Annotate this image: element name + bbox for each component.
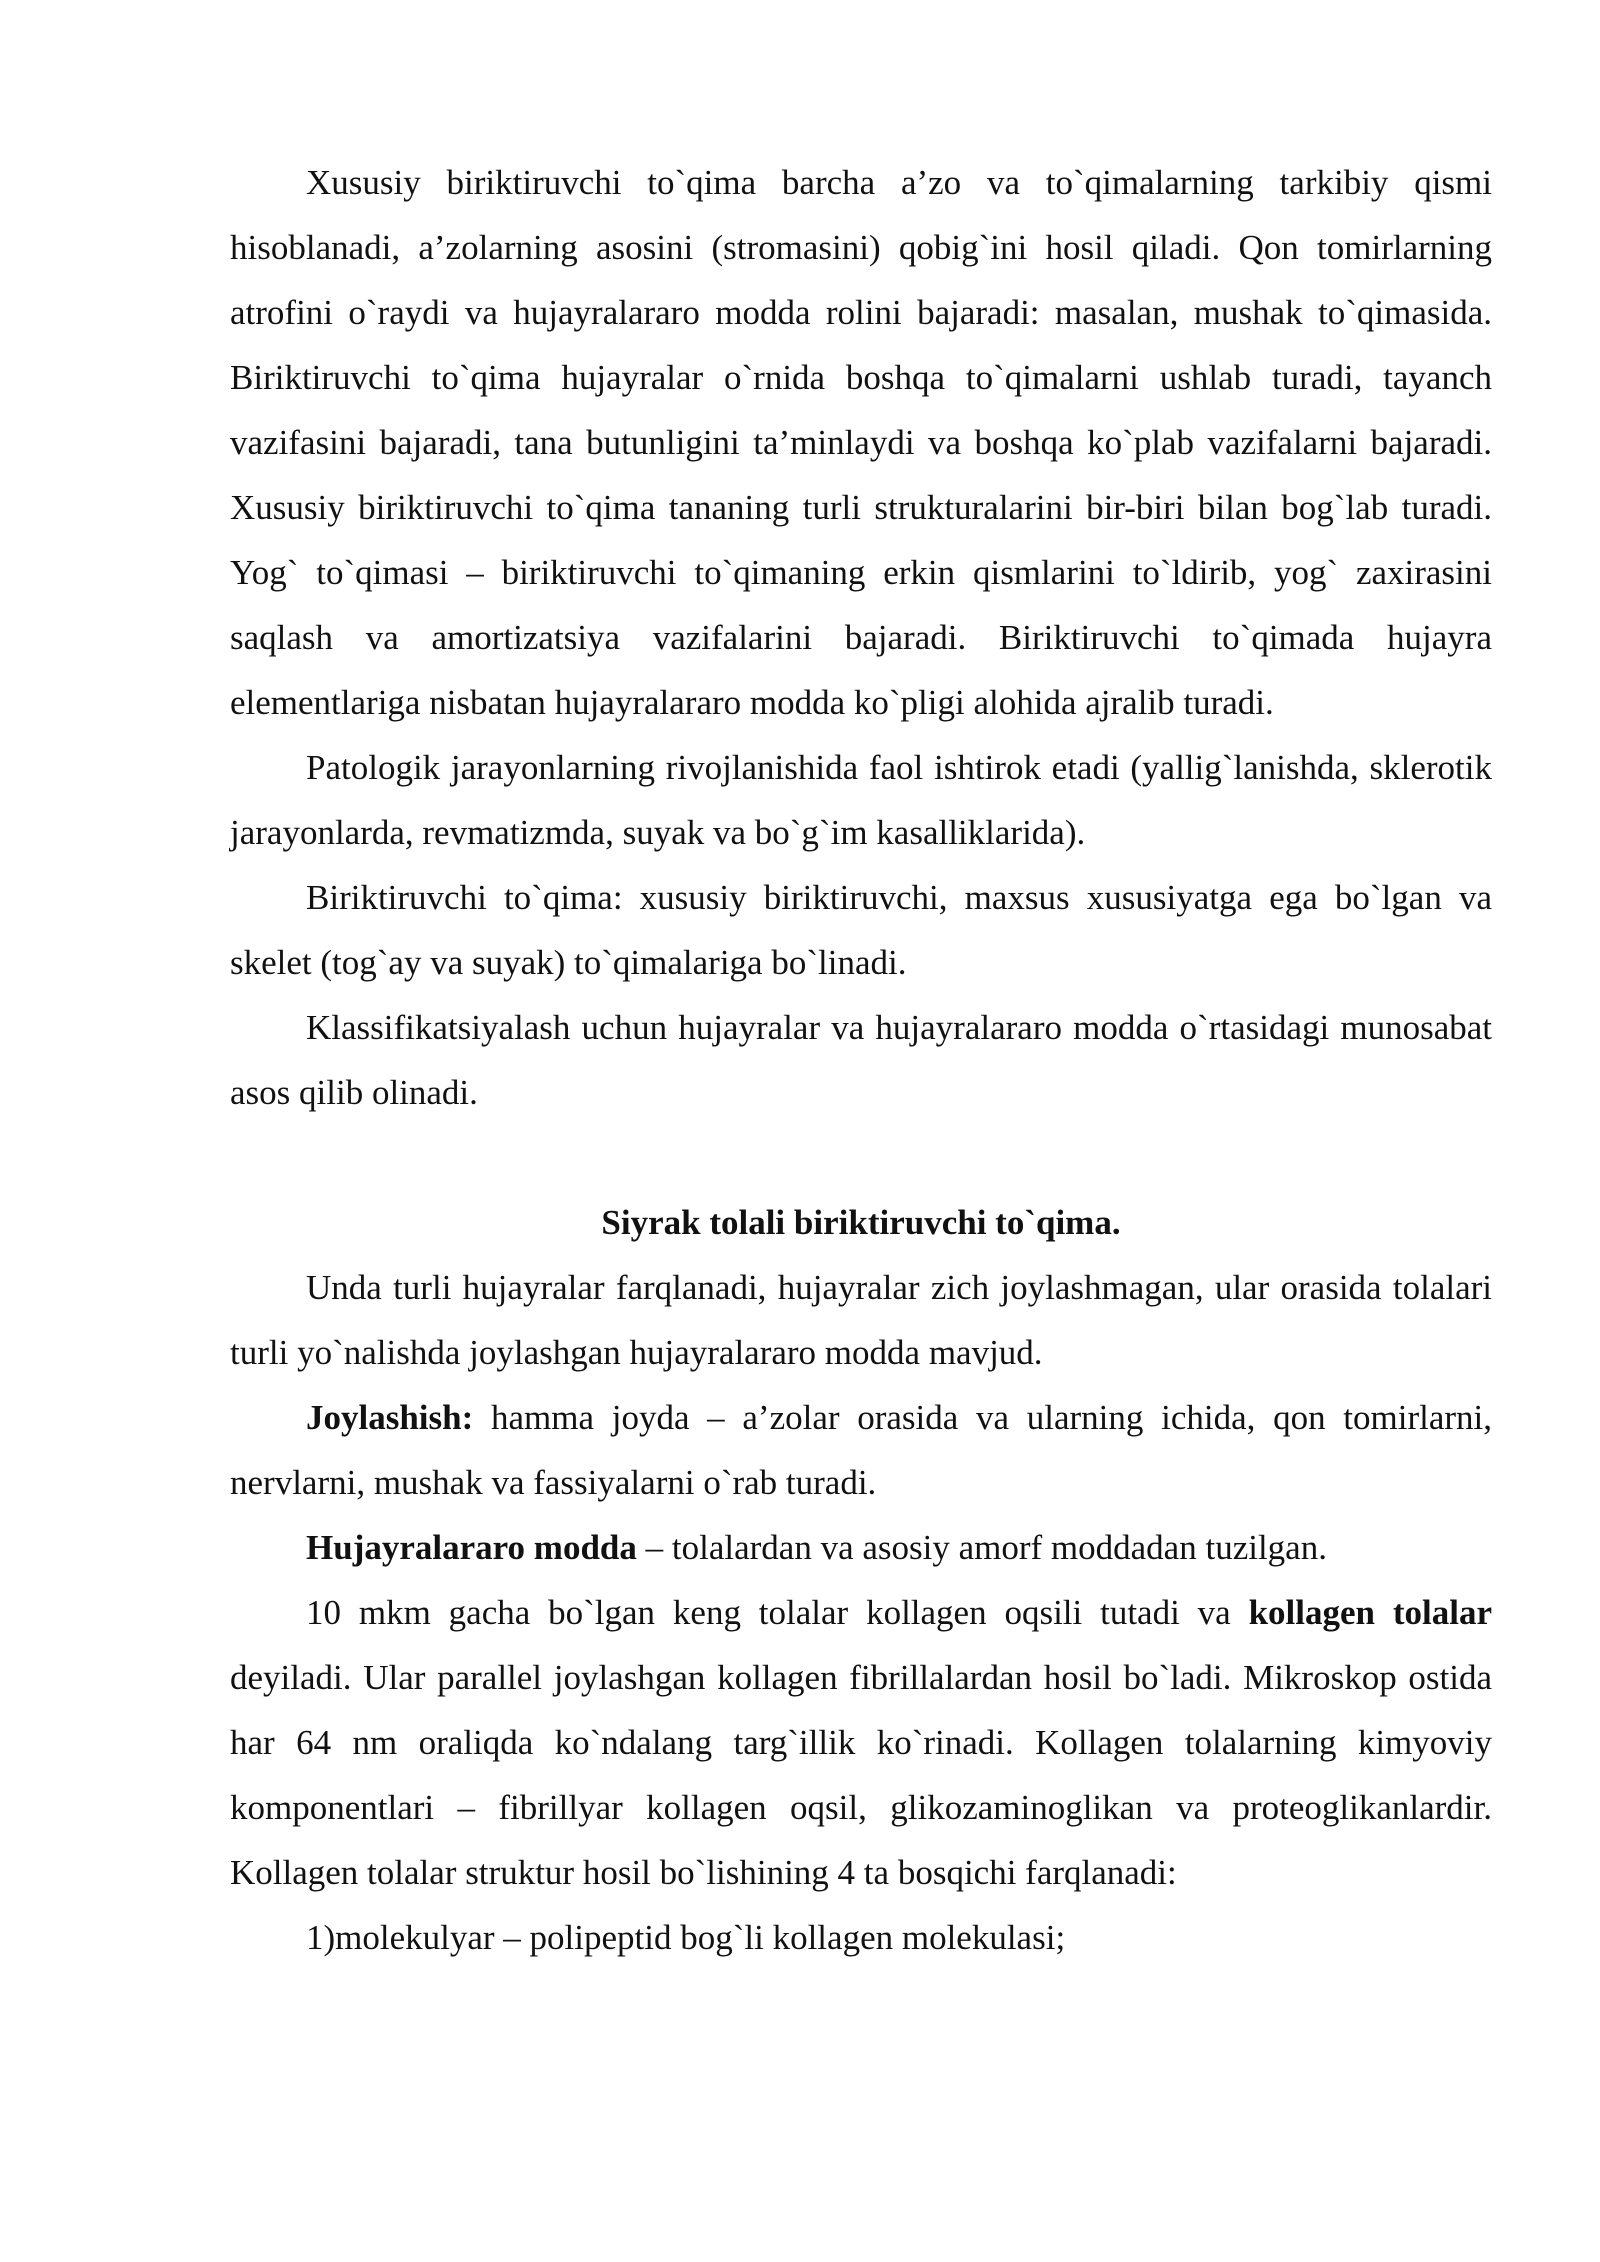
paragraph-collagen	[230, 1580, 1492, 1905]
paragraph-general: Xususiy biriktiruvchi to`qima barcha a’zo va to`qimalarning tarkibiy qismi hisoblanadi, a’zolarning asosini (stromasini) qobig`ini hosil qiladi. Qon tomirlarning atrofini o`raydi va hujayralararo modda rolini bajaradi: masalan, mushak to`qimasida. Biriktiruvchi to`qima hujayralar o`rnida boshqa to`qimalarni ushlab turadi, tayanch vazifasini bajaradi, tana butunligini ta’minlaydi va boshqa ko`plab vazifalarni bajaradi. Xususiy biriktiruvchi to`qima tananing turli strukturalarini bir-biri bilan bog`lab turadi. Yog` to`qimasi – biriktiruvchi to`qimaning erkin qismlarini to`ldirib, yog` zaxirasini saqlash va amortizatsiya vazifalarini bajaradi. Biriktiruvchi to`qimada hujayra elementlariga nisbatan hujayralararo modda ko`pligi alohida ajralib turadi.	[230, 163, 1492, 722]
paragraph-intercellular	[230, 1515, 1492, 1580]
paragraph-pathology: Patologik jarayonlarning rivojlanishida faol ishtirok etadi (yallig`lanishda, sklerotik jarayonlarda, revmatizmda, suyak va bo`g`im kasalliklarida).	[230, 748, 1492, 852]
paragraph-intro: Unda turli hujayralar farqlanadi, hujayralar zich joylashmagan, ular orasida tolalari turli yo`nalishda joylashgan hujayralararo modda mavjud.	[230, 1268, 1492, 1372]
intercellular-text: – tolalardan va asosiy amorf moddadan tuzilgan.	[636, 1528, 1327, 1567]
paragraph-classification-basis: Klassifikatsiyalash uchun hujayralar va hujayralararo modda o`rtasidagi munosabat asos qilib olinadi.	[230, 1008, 1492, 1112]
collagen-text-after: deyiladi. Ular parallel joylashgan kollagen fibrillalardan hosil bo`ladi. Mikroskop ostida har 64 nm oraliqda ko`ndalang targ`illik ko`rinadi. Kollagen tolalarning kimyoviy komponentlari – fibrillyar kollagen oqsil, glikozaminoglikan va proteoglikanlardir. Kollagen tolalar struktur hosil bo`lishining 4 ta bosqichi farqlanadi:	[230, 1658, 1492, 1892]
intercellular-label: Hujayralararo modda	[306, 1528, 637, 1567]
collagen-bold-term: kollagen tolalar	[1248, 1593, 1492, 1632]
paragraph-classification-types: Biriktiruvchi to`qima: xususiy biriktiruvchi, maxsus xususiyatga ega bo`lgan va skelet (tog`ay va suyak) to`qimalariga bo`linadi.	[230, 878, 1492, 982]
location-text: hamma joyda – a’zolar orasida va ularning ichida, qon tomirlarni, nervlarni, mushak va fassiyalarni o`rab turadi.	[230, 1398, 1492, 1502]
document-page	[230, 150, 1492, 1970]
collagen-text-before: 10 mkm gacha bo`lgan keng tolalar kollagen oqsili tutadi va	[306, 1593, 1249, 1632]
paragraph-location	[230, 1385, 1492, 1515]
location-label: Joylashish:	[306, 1398, 474, 1437]
list-item-molecular: 1)molekulyar – polipeptid bog`li kollagen molekulasi;	[306, 1918, 1066, 1957]
section-heading: Siyrak tolali biriktiruvchi to`qima.	[601, 1203, 1121, 1242]
